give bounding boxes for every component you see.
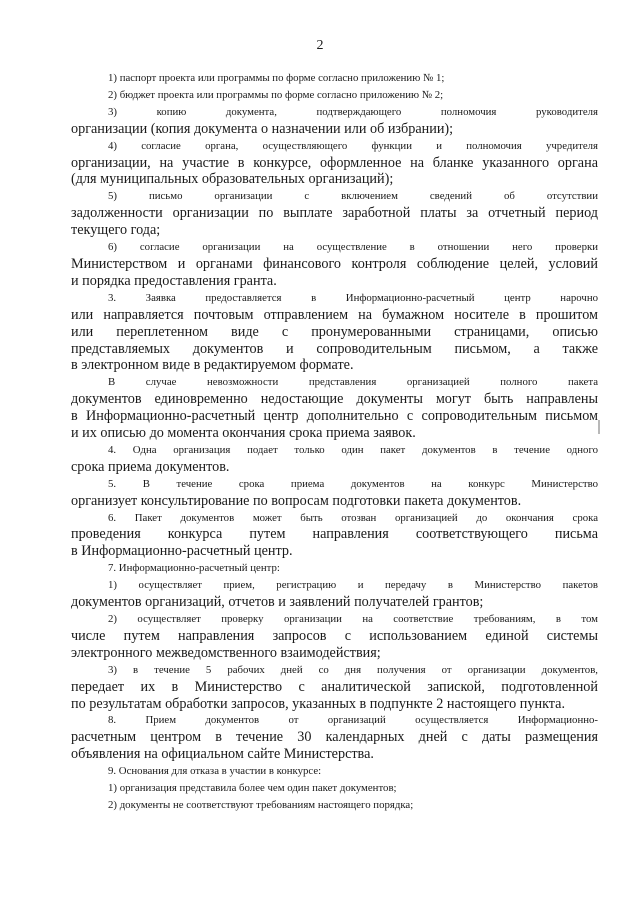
document-body xyxy=(71,70,598,814)
paragraph xyxy=(71,476,598,510)
paragraph xyxy=(71,87,598,104)
paragraph xyxy=(71,797,598,814)
paragraph xyxy=(71,138,598,189)
page-number: 2 xyxy=(316,38,324,53)
paragraph xyxy=(71,577,598,611)
text-line: 1) паспорт проекта или программы по форме согласно приложению № 1; xyxy=(108,72,445,84)
text-line: 6) согласие организации на осуществление в отношении него проверки xyxy=(108,241,598,254)
text-line: 2) бюджет проекта или программы по форме согласно приложению № 2; xyxy=(108,88,444,101)
text-line: электронного межведомственного взаимодействия; xyxy=(71,644,381,661)
text-line: задолженности организации по выплате заработной платы за отчетный период xyxy=(71,205,598,222)
text-line: организует консультирование по вопросам подготовки пакета документов. xyxy=(71,492,522,509)
text-line: 2) осуществляет проверку организации на соответствие требованиям, в том xyxy=(108,613,598,625)
paragraph xyxy=(71,374,598,442)
paragraph xyxy=(71,442,598,476)
text-line: в Информационно-расчетный центр. xyxy=(71,543,293,560)
paragraph xyxy=(71,712,598,763)
text-line: по результатам обработки запросов, указанных в подпункте 2 настоящего пункта. xyxy=(71,695,565,712)
text-line: В случае невозможности представления организацией полного пакета xyxy=(108,376,598,389)
text-line: в Информационно-расчетный центр дополнительно с сопроводительным письмом xyxy=(71,408,598,425)
text-line: объявления на официальном сайте Министерства. xyxy=(71,746,374,763)
text-line: и их описью до момента окончания срока приема заявок. xyxy=(71,425,416,442)
scan-artifact xyxy=(598,420,600,434)
text-line: проведения конкурса путем направления соответствующего письма xyxy=(71,526,598,543)
paragraph xyxy=(71,763,598,780)
text-line: организации, на участие в конкурсе, оформленное на бланке указанного органа xyxy=(71,154,598,171)
paragraph xyxy=(71,290,598,375)
text-line: 6. Пакет документов может быть отозван организацией до окончания срока xyxy=(108,511,598,524)
text-line: 5. В течение срока приема документов на конкурс Министерство xyxy=(108,477,598,490)
text-line: 4. Одна организация подает только один пакет документов в течение одного xyxy=(108,443,598,456)
text-line: представляемых документов и сопроводительным письмом, а также xyxy=(71,340,598,357)
paragraph xyxy=(71,780,598,797)
text-line: 5) письмо организации с включением сведений об отсутствии xyxy=(108,190,598,203)
paragraph xyxy=(71,662,598,713)
text-line: 1) организация представила более чем один пакет документов; xyxy=(108,782,397,795)
text-line: срока приема документов. xyxy=(71,458,230,475)
text-line: 2) документы не соответствуют требованиям настоящего порядка; xyxy=(108,798,414,811)
text-line: 4) согласие органа, осуществляющего функции и полномочия учредителя xyxy=(108,139,598,152)
text-line: (для муниципальных образовательных организаций); xyxy=(71,171,394,188)
text-line: и порядка предоставления гранта. xyxy=(71,272,277,289)
text-line: 3. Заявка предоставляется в Информационно-расчетный центр нарочно xyxy=(108,291,598,304)
text-line: расчетным центром в течение 30 календарных дней с даты размещения xyxy=(71,729,598,746)
paragraph xyxy=(71,104,598,138)
text-line: организации (копия документа о назначении или об избрании); xyxy=(71,120,454,137)
text-line: документов единовременно недостающие документы могут быть направлены xyxy=(71,391,598,408)
text-line: 1) осуществляет прием, регистрацию и передачу в Министерство пакетов xyxy=(108,579,598,592)
text-line: или переплетенном виде с пронумерованными страницами, описью xyxy=(71,323,598,340)
text-line: 7. Информационно-расчетный центр: xyxy=(108,562,280,575)
paragraph xyxy=(71,188,598,239)
text-line: 3) копию документа, подтверждающего полномочия руководителя xyxy=(108,105,598,118)
text-line: документов организаций, отчетов и заявлений получателей грантов; xyxy=(71,594,484,611)
text-line: числе путем направления запросов с использованием единой системы xyxy=(71,627,598,644)
text-line: в электронном виде в редактируемом формате. xyxy=(71,357,354,374)
text-line: 8. Прием документов от организаций осуществляется Информационно- xyxy=(108,714,598,727)
paragraph xyxy=(71,239,598,290)
text-line: 9. Основания для отказа в участии в конкурсе: xyxy=(108,765,322,778)
text-line: текущего года; xyxy=(71,222,161,239)
paragraph xyxy=(71,510,598,561)
paragraph xyxy=(71,611,598,662)
paragraph xyxy=(71,560,598,577)
text-line: передает их в Министерство с аналитической запиской, подготовленной xyxy=(71,678,598,695)
text-line: 3) в течение 5 рабочих дней со дня получения от организации документов, xyxy=(108,663,598,676)
text-line: Министерством и органами финансового контроля соблюдение целей, условий xyxy=(71,255,598,272)
paragraph xyxy=(71,70,598,87)
text-line: или направляется почтовым отправлением на бумажном носителе в прошитом xyxy=(71,306,598,323)
